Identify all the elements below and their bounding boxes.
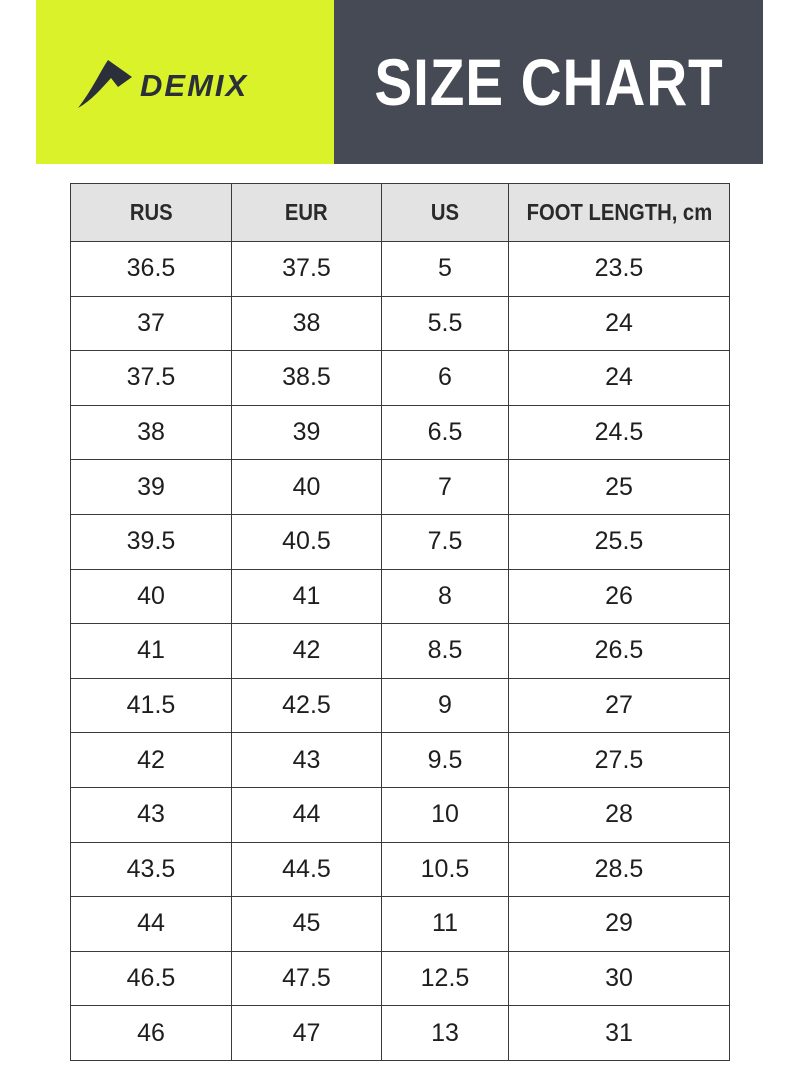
cell-us: 5	[382, 242, 509, 297]
size-chart-table	[70, 183, 730, 1061]
brand-name: DEMIX	[140, 67, 249, 103]
cell-us: 10.5	[382, 842, 509, 897]
cell-us: 8.5	[382, 624, 509, 679]
cell-us: 12.5	[382, 951, 509, 1006]
cell-eur: 41	[232, 569, 382, 624]
cell-foot-length: 31	[509, 1006, 730, 1061]
cell-eur: 44	[232, 787, 382, 842]
cell-us: 10	[382, 787, 509, 842]
cell-eur: 45	[232, 897, 382, 952]
cell-foot-length: 24.5	[509, 405, 730, 460]
cell-eur: 40	[232, 460, 382, 515]
cell-us: 9	[382, 678, 509, 733]
cell-us: 11	[382, 897, 509, 952]
table-row	[71, 351, 730, 406]
cell-rus: 36.5	[71, 242, 232, 297]
column-header-eur: EUR	[232, 184, 382, 242]
cell-foot-length: 25.5	[509, 514, 730, 569]
table-row	[71, 296, 730, 351]
cell-eur: 40.5	[232, 514, 382, 569]
cell-us: 9.5	[382, 733, 509, 788]
table-row	[71, 242, 730, 297]
table-header-row	[71, 184, 730, 242]
cell-rus: 43	[71, 787, 232, 842]
cell-rus: 46	[71, 1006, 232, 1061]
cell-rus: 43.5	[71, 842, 232, 897]
cell-rus: 40	[71, 569, 232, 624]
cell-rus: 37.5	[71, 351, 232, 406]
table-row	[71, 678, 730, 733]
table-row	[71, 514, 730, 569]
cell-foot-length: 23.5	[509, 242, 730, 297]
cell-eur: 47.5	[232, 951, 382, 1006]
header-banner	[36, 0, 763, 164]
table-row	[71, 787, 730, 842]
cell-foot-length: 28.5	[509, 842, 730, 897]
cell-eur: 43	[232, 733, 382, 788]
title-panel	[334, 0, 763, 164]
cell-foot-length: 30	[509, 951, 730, 1006]
cell-rus: 46.5	[71, 951, 232, 1006]
cell-us: 7	[382, 460, 509, 515]
cell-foot-length: 25	[509, 460, 730, 515]
cell-rus: 41.5	[71, 678, 232, 733]
cell-us: 5.5	[382, 296, 509, 351]
cell-rus: 38	[71, 405, 232, 460]
demix-swoosh-icon	[78, 60, 138, 110]
table-row	[71, 405, 730, 460]
cell-us: 8	[382, 569, 509, 624]
table-row	[71, 733, 730, 788]
cell-eur: 47	[232, 1006, 382, 1061]
cell-foot-length: 27.5	[509, 733, 730, 788]
cell-eur: 39	[232, 405, 382, 460]
cell-eur: 42	[232, 624, 382, 679]
cell-rus: 41	[71, 624, 232, 679]
cell-foot-length: 27	[509, 678, 730, 733]
cell-us: 13	[382, 1006, 509, 1061]
cell-eur: 44.5	[232, 842, 382, 897]
cell-foot-length: 26	[509, 569, 730, 624]
brand-panel	[36, 0, 334, 164]
table-row	[71, 842, 730, 897]
table-row	[71, 624, 730, 679]
column-header-rus: RUS	[71, 184, 232, 242]
cell-rus: 37	[71, 296, 232, 351]
column-header-foot-length: FOOT LENGTH, cm	[509, 184, 730, 242]
cell-foot-length: 28	[509, 787, 730, 842]
brand-logo	[78, 60, 248, 110]
cell-foot-length: 24	[509, 351, 730, 406]
column-header-us: US	[382, 184, 509, 242]
cell-foot-length: 24	[509, 296, 730, 351]
cell-eur: 37.5	[232, 242, 382, 297]
cell-foot-length: 29	[509, 897, 730, 952]
cell-rus: 39	[71, 460, 232, 515]
table-row	[71, 1006, 730, 1061]
cell-us: 6.5	[382, 405, 509, 460]
table-row	[71, 951, 730, 1006]
cell-rus: 42	[71, 733, 232, 788]
page-title: SIZE CHART	[373, 45, 724, 119]
table-row	[71, 569, 730, 624]
table-row	[71, 460, 730, 515]
cell-rus: 44	[71, 897, 232, 952]
cell-foot-length: 26.5	[509, 624, 730, 679]
cell-eur: 42.5	[232, 678, 382, 733]
cell-us: 7.5	[382, 514, 509, 569]
cell-eur: 38	[232, 296, 382, 351]
cell-us: 6	[382, 351, 509, 406]
table-row	[71, 897, 730, 952]
cell-eur: 38.5	[232, 351, 382, 406]
cell-rus: 39.5	[71, 514, 232, 569]
table-body	[71, 242, 730, 1061]
